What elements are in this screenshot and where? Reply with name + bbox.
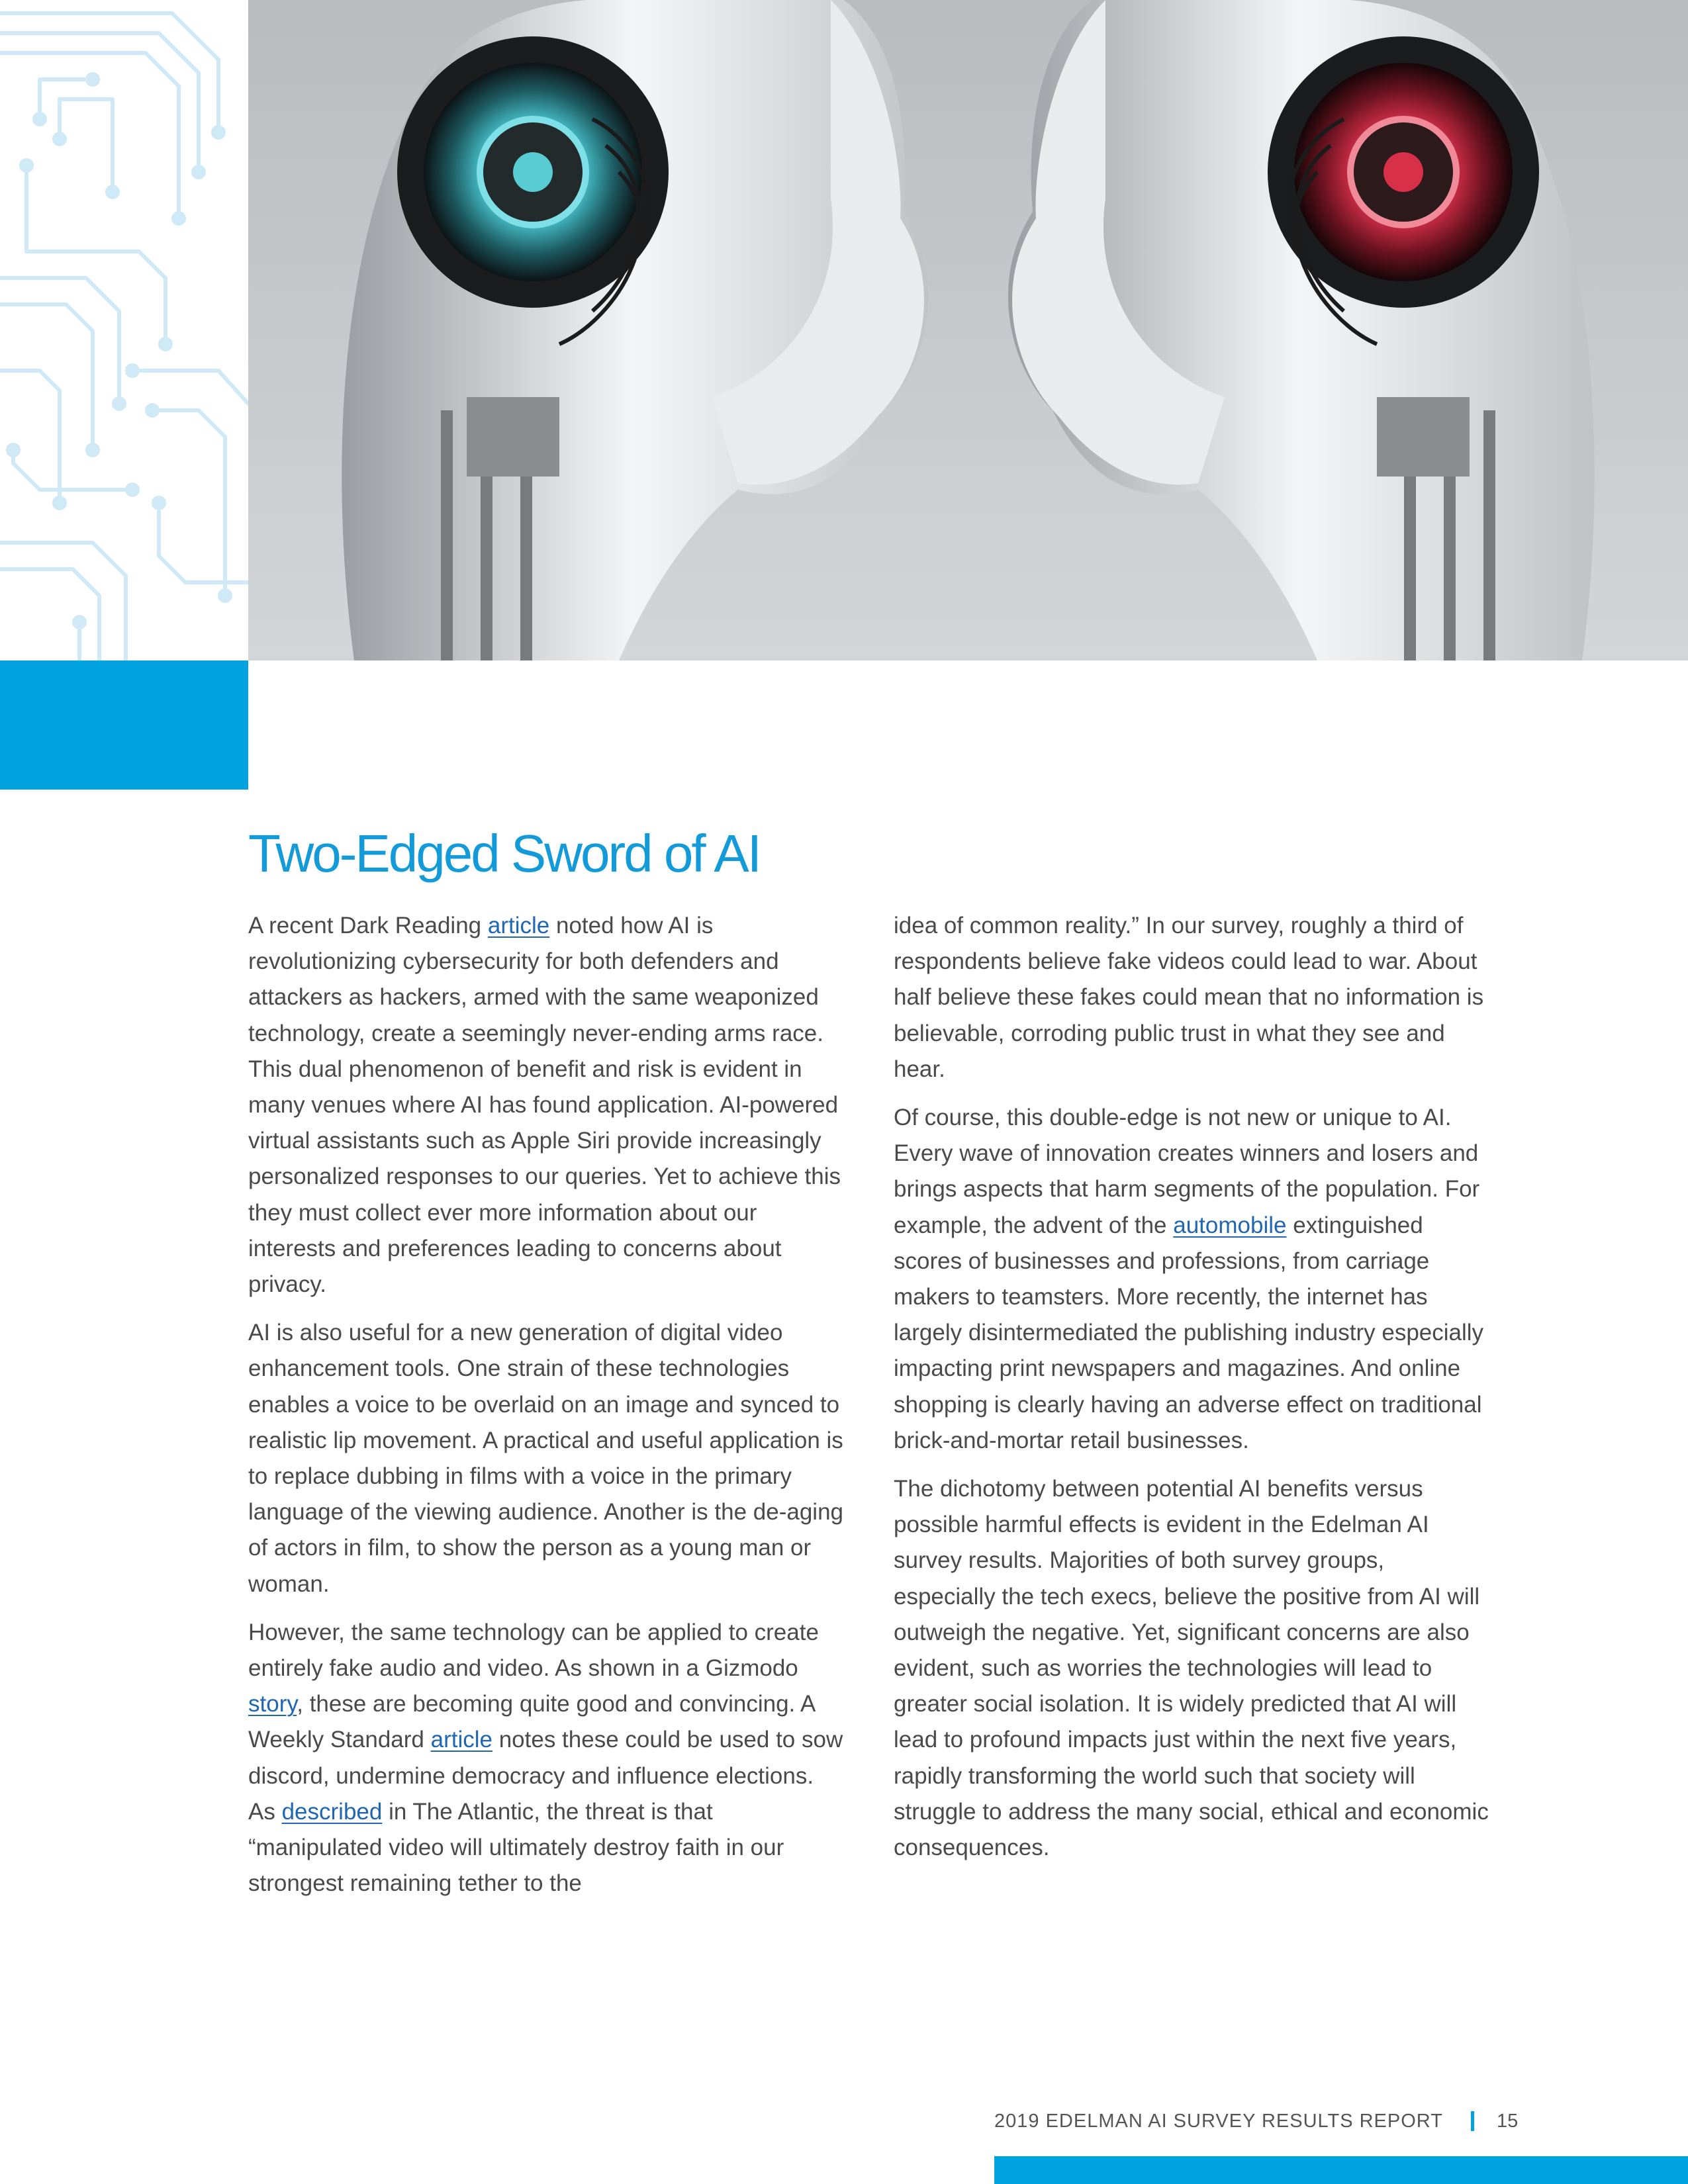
paragraph: Of course, this double-edge is not new or unique to AI. Every wave of innovation creates winners and losers and brings aspects that harm segments of the population. For example, the advent of the automobile extinguished scores of businesses and professions, from carriage makers to teamsters. More recently, the internet has largely disintermediated the publishing industry especially impacting print newspapers and magazines. And online shopping is clearly having an adverse effect on traditional brick-and-mortar retail businesses. <box>894 1105 1484 1453</box>
weekly-standard-article-link[interactable]: article <box>430 1727 492 1753</box>
page-number: 15 <box>1496 2110 1519 2132</box>
robot-heads-illustration <box>248 0 1688 660</box>
footer-divider <box>1471 2111 1474 2131</box>
footer-accent-bar <box>994 2156 1688 2184</box>
body-column-left <box>248 908 844 1914</box>
paragraph: However, the same technology can be applied to create entirely fake audio and video. As shown in a Gizmodo story, these are becoming quite good and convincing. A Weekly Standard article notes these could be used to sow discord, undermine democracy and influence elections. As described in The Atlantic, the threat is that “manipulated video will ultimately destroy faith in our strongest remaining tether to the <box>248 1619 843 1897</box>
paragraph: The dichotomy between potential AI benefits versus possible harmful effects is evident in the Edelman AI survey results. Majorities of both survey groups, especially the tech execs, believe the positive from AI will outweigh the negative. Yet, significant concerns are also evident, such as worries the technologies will lead to greater social isolation. It is widely predicted that AI will lead to profound impacts just within the next five years, rapidly transforming the world such that society will struggle to address the many social, ethical and economic consequences. <box>894 1476 1489 1861</box>
page-footer <box>994 2105 1518 2138</box>
atlantic-described-link[interactable]: described <box>281 1798 383 1825</box>
circuit-pattern-icon <box>0 0 248 660</box>
accent-color-block <box>0 660 248 790</box>
automobile-link[interactable]: automobile <box>1173 1212 1287 1238</box>
hero-robot-image <box>248 0 1688 660</box>
report-name: 2019 EDELMAN AI SURVEY RESULTS REPORT <box>994 2110 1443 2132</box>
circuit-board-decoration <box>0 0 248 660</box>
paragraph: idea of common reality.” In our survey, roughly a third of respondents believe fake videos could lead to war. About half believe these fakes could mean that no information is believable, corroding public trust in what they see and hear. <box>894 913 1484 1082</box>
paragraph: A recent Dark Reading article noted how AI is revolutionizing cybersecurity for both defenders and attackers as hackers, armed with the same weaponized technology, create a seemingly never-ending arms race. This dual phenomenon of benefit and risk is evident in many venues where AI has found application. AI-powered virtual assistants such as Apple Siri provide increasingly personalized responses to our queries. Yet to achieve this they must collect ever more information about our interests and preferences leading to concerns about privacy. <box>248 913 841 1298</box>
gizmodo-story-link[interactable]: story <box>248 1691 297 1717</box>
paragraph: AI is also useful for a new generation of digital video enhancement tools. One strain of these technologies enables a voice to be overlaid on an image and synced to realistic lip movement. A practical and useful application is to replace dubbing in films with a voice in the primary language of the viewing audience. Another is the de-aging of actors in film, to show the person as a young man or woman. <box>248 1320 843 1597</box>
page-title: Two-Edged Sword of AI <box>248 824 761 883</box>
dark-reading-article-link[interactable]: article <box>487 913 550 938</box>
body-column-right <box>894 908 1489 1878</box>
